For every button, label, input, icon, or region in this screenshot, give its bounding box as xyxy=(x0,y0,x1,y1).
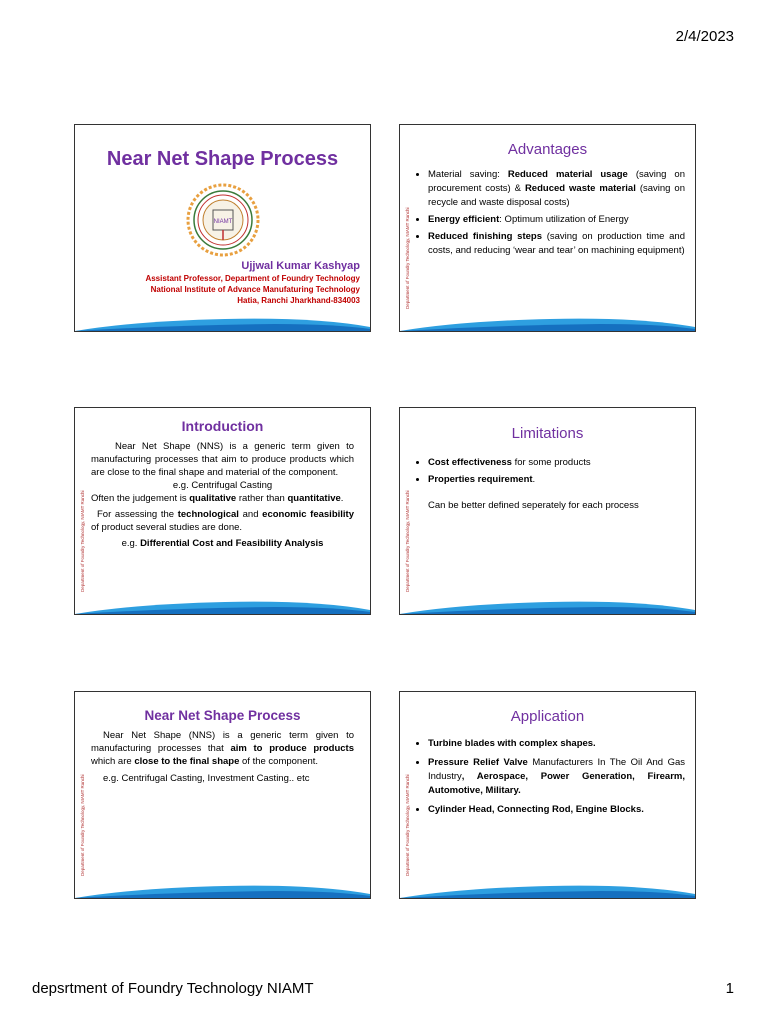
list-item: • Material saving: Reduced material usage (saving on procurement costs) & Reduced waste material (saving on recycle and waste disposal costs) xyxy=(428,168,685,210)
intro-paragraph-3: For assessing the technological and economic feasibility of product several studies are done. xyxy=(91,509,354,533)
page-number: 1 xyxy=(725,980,734,997)
slide-limitations xyxy=(399,407,696,615)
slide-wave-decoration xyxy=(75,882,370,898)
nns-text xyxy=(75,729,370,785)
intro-example-1: e.g. Centrifugal Casting xyxy=(172,480,273,491)
slide-advantages xyxy=(399,124,696,332)
limitations-text: Can be better defined seperately for each process xyxy=(428,500,639,511)
list-item: • Energy efficient: Optimum utilization of Energy xyxy=(428,213,685,227)
niamt-logo-icon xyxy=(180,182,266,258)
slide-introduction xyxy=(74,407,371,615)
slide-title xyxy=(74,124,371,332)
application-list xyxy=(400,737,695,817)
slide-nns-process xyxy=(74,691,371,899)
slide-wave-decoration xyxy=(400,882,695,898)
introduction-title: Introduction xyxy=(181,418,264,434)
slide-wave-decoration xyxy=(400,315,695,331)
side-label: Department of Foundry Technology, NIAMT Ranchi xyxy=(80,490,85,592)
list-item: • Cost effectiveness for some products xyxy=(428,456,685,470)
introduction-text xyxy=(75,440,370,550)
side-label: Department of Foundry Technology, NIAMT Ranchi xyxy=(405,207,410,309)
author-name: Ujjwal Kumar Kashyap xyxy=(241,260,360,272)
author-block xyxy=(145,259,360,306)
list-item: • Cylinder Head, Connecting Rod, Engine Blocks. xyxy=(428,803,685,817)
author-line-2: National Institute of Advance Manufaturing Technology xyxy=(150,285,360,294)
slide-application xyxy=(399,691,696,899)
slide-wave-decoration xyxy=(400,598,695,614)
advantages-title: Advantages xyxy=(507,141,588,158)
side-label: Department of Foundry Technology, NIAMT Ranchi xyxy=(405,490,410,592)
advantages-list xyxy=(400,168,695,258)
nns-title: Near Net Shape Process xyxy=(144,708,301,723)
nns-example: e.g. Centrifugal Casting, Investment Casting.. etc xyxy=(103,773,310,784)
date-header: 2/4/2023 xyxy=(675,28,734,45)
slide-title-heading: Near Net Shape Process xyxy=(106,148,339,170)
intro-paragraph-2: Often the judgement is qualitative rather than quantitative. xyxy=(91,493,344,504)
limitations-title: Limitations xyxy=(511,425,584,442)
side-label: Department of Foundry Technology, NIAMT Ranchi xyxy=(405,774,410,876)
footer-department: depsrtment of Foundry Technology NIAMT xyxy=(32,980,314,997)
author-line-1: Assistant Professor, Department of Foundry Technology xyxy=(145,274,360,283)
slide-wave-decoration xyxy=(75,598,370,614)
limitations-list xyxy=(400,456,695,487)
intro-example-2: e.g. Differential Cost and Feasibility Analysis xyxy=(121,538,324,549)
side-label: Department of Foundry Technology, NIAMT Ranchi xyxy=(80,774,85,876)
application-title: Application xyxy=(510,708,585,725)
nns-paragraph-1: Near Net Shape (NNS) is a generic term given to manufacturing processes that aim to produce products which are close to the final shape of the component. xyxy=(91,730,355,767)
list-item: • Reduced finishing steps (saving on production time and costs, and reducing ‘wear and tear’ on machining equipment) xyxy=(428,230,685,258)
list-item: • Turbine blades with complex shapes. xyxy=(428,737,685,751)
author-line-3: Hatia, Ranchi Jharkhand-834003 xyxy=(237,296,360,305)
slide-wave-decoration xyxy=(75,315,370,331)
intro-paragraph-1: Near Net Shape (NNS) is a generic term given to manufacturing processes that aim to produce products which are close to the final shape and material of the component. xyxy=(91,441,354,478)
list-item: • Properties requirement. xyxy=(428,473,685,487)
list-item: • Pressure Relief Valve Manufacturers In The Oil And Gas Industry, Aerospace, Power Generation, Firearm, Automotive, Military. xyxy=(428,756,685,798)
logo-text: NIAMT xyxy=(213,219,233,225)
